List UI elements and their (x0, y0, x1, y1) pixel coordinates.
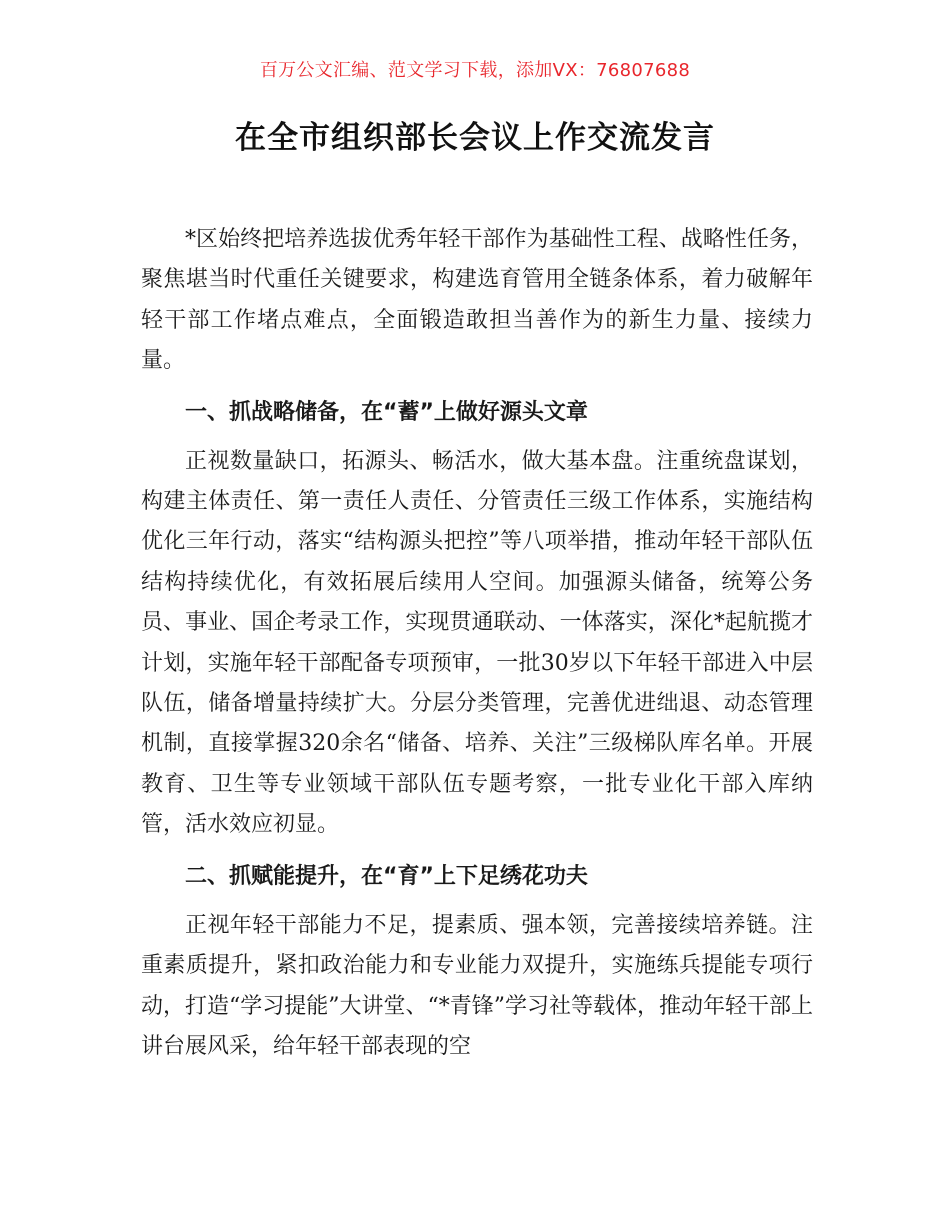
watermark-banner: 百万公文汇编、范文学习下载，添加VX：76807688 (259, 60, 691, 81)
intro-paragraph: *区始终把培养选拔优秀年轻干部作为基础性工程、战略性任务，聚焦堪当时代重任关键要求，构建选育管用全链条体系，着力破解年轻干部工作堵点难点，全面锻造敢担当善作为的新生力量、接续力量。 (141, 227, 813, 374)
section-paragraph: 正视年轻干部能力不足，提素质、强本领，完善接续培养链。注重素质提升，紧扣政治能力和专业能力双提升，实施练兵提能专项行动，打造“学习提能”大讲堂、“*青锋”学习社等载体，推动年轻干部上讲台展风采，给年轻干部表现的空 (141, 912, 813, 1059)
document-title: 在全市组织部长会议上作交流发言 (235, 120, 715, 156)
section-heading: 二、抓赋能提升，在“育”上下足绣花功夫 (185, 863, 588, 889)
section-heading: 一、抓战略储备，在“蓄”上做好源头文章 (185, 399, 588, 425)
document-body (141, 220, 813, 1067)
section-paragraph: 正视数量缺口，拓源头、畅活水，做大基本盘。注重统盘谋划，构建主体责任、第一责任人责任、分管责任三级工作体系，实施结构优化三年行动，落实“结构源头把控”等八项举措，推动年轻干部队伍结构持续优化，有效拓展后续用人空间。加强源头储备，统筹公务员、事业、国企考录工作，实现贯通联动、一体落实，深化*起航揽才计划，实施年轻干部配备专项预审，一批30岁以下年轻干部进入中层队伍，储备增量持续扩大。分层分类管理，完善优进绌退、动态管理机制，直接掌握320余名“储备、培养、关注”三级梯队库名单。开展教育、卫生等专业领域干部队伍专题考察，一批专业化干部入库纳管，活水效应初显。 (141, 448, 813, 838)
